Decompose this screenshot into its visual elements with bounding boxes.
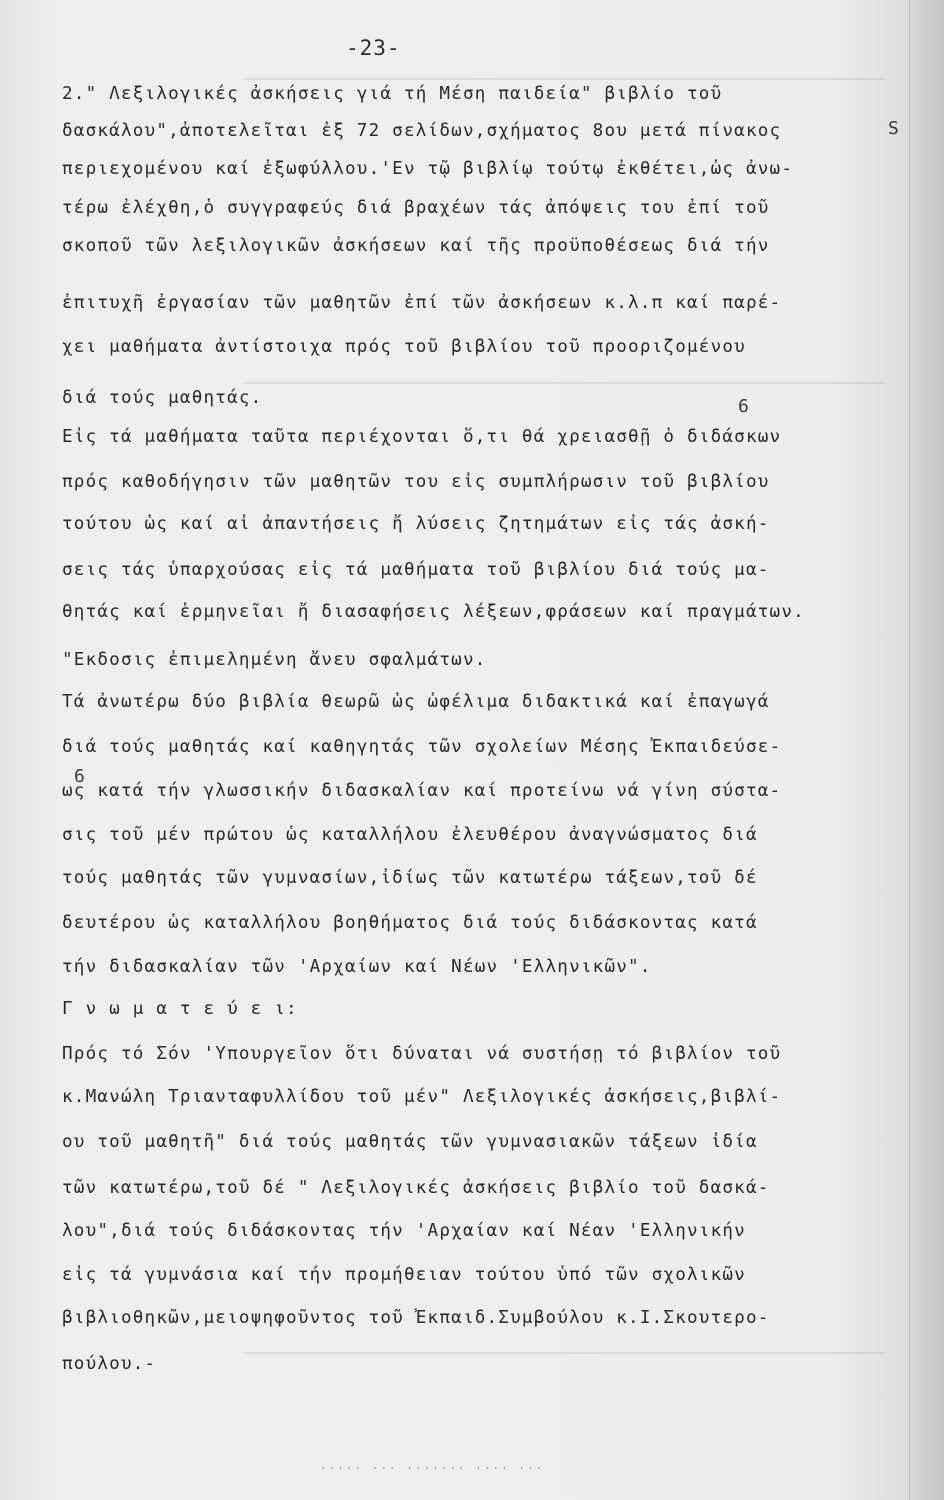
text-line: τούς μαθητάς τῶν γυμνασίων,ἰδίως τῶν κατωτέρω τάξεων,τοῦ δέ [62,868,758,888]
text-line: σκοποῦ τῶν λεξιλογικῶν ἀσκήσεων καί τῆς προϋποθέσεως διά τήν [62,236,770,256]
text-line: Γ ν ω μ α τ ε ύ ε ι: [62,999,298,1019]
text-line: τούτου ὡς καί αἱ ἀπαντήσεις ἤ λύσεις ζητημάτων εἰς τάς ἀσκή- [62,514,770,534]
handwritten-correction: 6 [738,396,749,417]
text-line: λου",διά τούς διδάσκοντας τήν 'Αρχαίαν καί Νέαν 'Ελληνικήν [62,1221,746,1241]
page-number: -23- [346,36,401,60]
text-line: θητάς καί ἑρμηνεῖαι ἤ διασαφήσεις λέξεων,φράσεων καί πραγμάτων. [62,602,805,622]
text-line: πρός καθοδήγησιν τῶν μαθητῶν του εἰς συμπλήρωσιν τοῦ βιβλίου [62,472,770,492]
bleed-through-line [244,382,884,384]
margin-mark: S [888,118,899,139]
text-line: τήν διδασκαλίαν τῶν 'Αρχαίων καί Νέων 'Ελληνικῶν". [62,957,652,977]
text-line: διά τούς μαθητάς. [62,388,263,408]
text-line: δασκάλου",ἀποτελεῖται ἐξ 72 σελίδων,σχήματος 8ου μετά πίνακος [62,121,782,141]
text-line: χει μαθήματα ἀντίστοιχα πρός τοῦ βιβλίου τοῦ προοριζομένου [62,337,746,357]
handwritten-correction: 6 [74,766,85,787]
bleed-through-line [244,78,884,80]
text-line: βιβλιοθηκῶν,μειοψηφοῦντος τοῦ Ἐκπαιδ.Συμβούλου κ.Ι.Σκουτερο- [62,1308,770,1328]
text-line: σις τοῦ μέν πρώτου ὡς καταλλήλου ἐλευθέρου ἀναγνώσματος διά [62,825,758,845]
text-line: 2." Λεξιλογικές ἀσκήσεις γιά τή Μέση παιδεία" βιβλίο τοῦ [62,84,723,104]
text-line: ου τοῦ μαθητῆ" διά τούς μαθητάς τῶν γυμνασιακῶν τάξεων ἰδία [62,1132,758,1152]
page-binding-edge [909,0,944,1500]
text-line: δευτέρου ὡς καταλλήλου βοηθήματος διά τούς διδάσκοντας κατά [62,913,758,933]
text-line: τῶν κατωτέρω,τοῦ δέ " Λεξιλογικές ἀσκήσεις βιβλίο τοῦ δασκά- [62,1178,770,1198]
text-line: εἰς τά γυμνάσια καί τήν προμήθειαν τούτου ὑπό τῶν σχολικῶν [62,1265,746,1285]
text-line: σεις τάς ὑπαρχούσας εἰς τά μαθήματα τοῦ βιβλίου διά τούς μα- [62,560,770,580]
text-line: "Εκδοσις ἐπιμελημένη ἄνευ σφαλμάτων. [62,650,487,670]
text-line: περιεχομένου καί ἐξωφύλλου.'Εν τῷ βιβλίῳ τούτῳ ἐκθέτει,ὡς ἀνω- [62,159,794,179]
text-line: τέρω ἐλέχθη,ὁ συγγραφεύς διά βραχέων τάς ἀπόψεις του ἐπί τοῦ [62,198,770,218]
text-line: πούλου.- [62,1354,157,1374]
footer-stamp-illegible: ····· ··· ······· ···· ··· [320,1462,545,1475]
text-line: κ.Μανώλη Τριανταφυλλίδου τοῦ μέν" Λεξιλογικές ἀσκήσεις,βιβλί- [62,1087,782,1107]
text-line: Τά ἀνωτέρω δύο βιβλία θεωρῶ ὡς ὠφέλιμα διδακτικά καί ἐπαγωγά [62,692,770,712]
text-line: Εἰς τά μαθήματα ταῦτα περιέχονται ὅ,τι θά χρειασθῇ ὁ διδάσκων [62,427,782,447]
text-line: ως κατά τήν γλωσσικήν διδασκαλίαν καί προτείνω νά γίνη σύστα- [62,781,782,801]
text-line: ἐπιτυχῆ ἐργασίαν τῶν μαθητῶν ἐπί τῶν ἀσκήσεων κ.λ.π καί παρέ- [62,293,782,313]
text-line: Πρός τό Σόν 'Υπουργεῖον ὅτι δύναται νά συστήσῃ τό βιβλίον τοῦ [62,1044,782,1064]
text-line: διά τούς μαθητάς καί καθηγητάς τῶν σχολείων Μέσης Ἐκπαιδεύσε- [62,737,782,757]
